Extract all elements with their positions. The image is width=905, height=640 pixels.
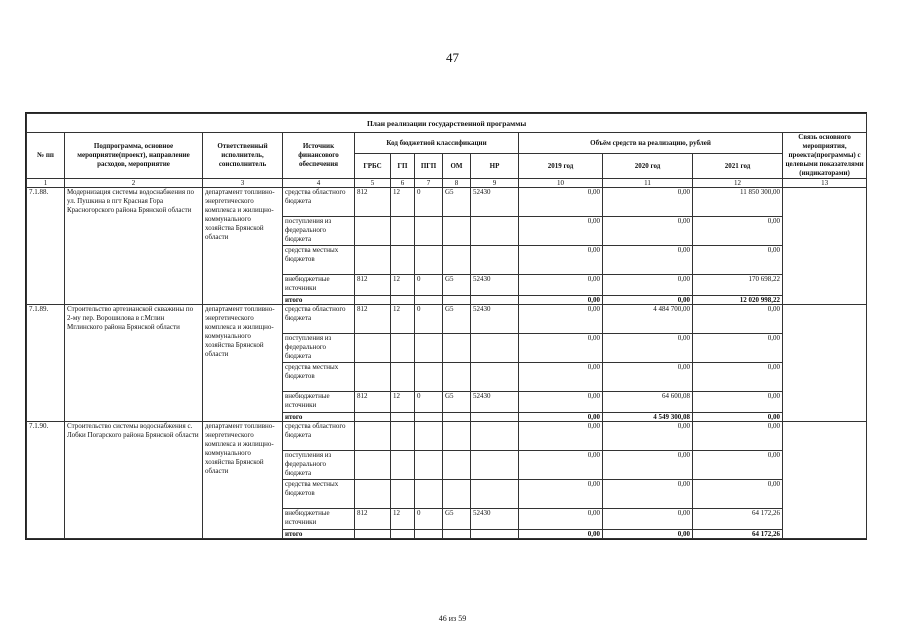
table-body <box>27 188 867 539</box>
total-label: итого <box>283 296 355 305</box>
grbs-code <box>355 480 391 509</box>
empty-cell <box>471 296 519 305</box>
program-plan-table-wrapper <box>25 112 867 540</box>
gp-code <box>391 363 415 392</box>
pgp-code: 0 <box>415 305 443 334</box>
table-row <box>27 422 867 451</box>
gp-code <box>391 422 415 451</box>
total-2019: 0,00 <box>519 413 603 422</box>
grbs-code: 812 <box>355 275 391 296</box>
amount-2021: 0,00 <box>693 451 783 480</box>
funding-source: средства областного бюджета <box>283 305 355 334</box>
om-code: G5 <box>443 509 471 530</box>
amount-2020: 0,00 <box>603 422 693 451</box>
total-2019: 0,00 <box>519 296 603 305</box>
pgp-code <box>415 363 443 392</box>
pgp-code <box>415 246 443 275</box>
column-index-row <box>27 179 867 188</box>
grbs-code: 812 <box>355 305 391 334</box>
header-gp: ГП <box>391 154 415 179</box>
total-2020: 4 549 300,08 <box>603 413 693 422</box>
table-row <box>27 305 867 334</box>
nr-code <box>471 451 519 480</box>
nr-code <box>471 217 519 246</box>
header-link: Связь основного мероприятия, проекта(программы) с целевыми показателями (индикаторами) <box>783 133 867 179</box>
amount-2019: 0,00 <box>519 305 603 334</box>
col-index: 4 <box>283 179 355 188</box>
om-code: G5 <box>443 275 471 296</box>
gp-code: 12 <box>391 305 415 334</box>
total-2019: 0,00 <box>519 530 603 539</box>
funding-source: средства местных бюджетов <box>283 363 355 392</box>
col-index: 11 <box>603 179 693 188</box>
funding-source: поступления из федерального бюджета <box>283 334 355 363</box>
grbs-code <box>355 334 391 363</box>
amount-2019: 0,00 <box>519 217 603 246</box>
empty-cell <box>443 296 471 305</box>
header-responsible: Ответственный исполнитель, соисполнитель <box>203 133 283 179</box>
total-2021: 12 020 998,22 <box>693 296 783 305</box>
amount-2020: 0,00 <box>603 451 693 480</box>
amount-2019: 0,00 <box>519 188 603 217</box>
pgp-code: 0 <box>415 275 443 296</box>
total-2021: 64 172,26 <box>693 530 783 539</box>
amount-2020: 0,00 <box>603 334 693 363</box>
pgp-code <box>415 451 443 480</box>
grbs-code: 812 <box>355 392 391 413</box>
amount-2021: 0,00 <box>693 305 783 334</box>
col-index: 1 <box>27 179 65 188</box>
page-footer: 46 из 59 <box>438 614 467 623</box>
header-nr: НР <box>471 154 519 179</box>
amount-2021: 0,00 <box>693 422 783 451</box>
empty-cell <box>391 413 415 422</box>
amount-2021: 170 698,22 <box>693 275 783 296</box>
total-2021: 0,00 <box>693 413 783 422</box>
amount-2021: 0,00 <box>693 246 783 275</box>
col-index: 7 <box>415 179 443 188</box>
funding-source: внебюджетные источники <box>283 392 355 413</box>
col-index: 12 <box>693 179 783 188</box>
row-number: 7.1.88. <box>27 188 65 305</box>
empty-cell <box>355 296 391 305</box>
nr-code: 52430 <box>471 188 519 217</box>
pgp-code <box>415 422 443 451</box>
amount-2020: 0,00 <box>603 246 693 275</box>
nr-code <box>471 422 519 451</box>
empty-cell <box>443 530 471 539</box>
pgp-code <box>415 480 443 509</box>
empty-cell <box>471 413 519 422</box>
total-2020: 0,00 <box>603 296 693 305</box>
funding-source: средства местных бюджетов <box>283 480 355 509</box>
funding-source: внебюджетные источники <box>283 509 355 530</box>
nr-code <box>471 480 519 509</box>
amount-2019: 0,00 <box>519 451 603 480</box>
row-number: 7.1.89. <box>27 305 65 422</box>
amount-2019: 0,00 <box>519 334 603 363</box>
responsible-executor: департамент топливно-энергетического комплекса и жилищно-коммунального хозяйства Брянской области <box>203 305 283 422</box>
gp-code: 12 <box>391 275 415 296</box>
grbs-code <box>355 422 391 451</box>
empty-cell <box>415 530 443 539</box>
funding-source: средства местных бюджетов <box>283 246 355 275</box>
header-pgp: ПГП <box>415 154 443 179</box>
amount-2021: 0,00 <box>693 334 783 363</box>
amount-2020: 0,00 <box>603 509 693 530</box>
funding-source: средства областного бюджета <box>283 188 355 217</box>
grbs-code <box>355 246 391 275</box>
om-code <box>443 363 471 392</box>
grbs-code: 812 <box>355 509 391 530</box>
amount-2020: 4 484 700,00 <box>603 305 693 334</box>
pgp-code: 0 <box>415 509 443 530</box>
amount-2020: 0,00 <box>603 217 693 246</box>
grbs-code <box>355 451 391 480</box>
amount-2019: 0,00 <box>519 422 603 451</box>
gp-code <box>391 451 415 480</box>
responsible-executor: департамент топливно-энергетического комплекса и жилищно-коммунального хозяйства Брянской области <box>203 422 283 539</box>
empty-cell <box>415 413 443 422</box>
grbs-code: 812 <box>355 188 391 217</box>
funding-source: поступления из федерального бюджета <box>283 451 355 480</box>
nr-code: 52430 <box>471 305 519 334</box>
grbs-code <box>355 217 391 246</box>
col-index: 3 <box>203 179 283 188</box>
col-index: 13 <box>783 179 867 188</box>
row-number: 7.1.90. <box>27 422 65 539</box>
header-program: Подпрограмма, основное мероприятие(проект), направление расходов, мероприятие <box>65 133 203 179</box>
indicator-link <box>783 188 867 305</box>
funding-source: внебюджетные источники <box>283 275 355 296</box>
amount-2020: 0,00 <box>603 188 693 217</box>
amount-2020: 64 600,08 <box>603 392 693 413</box>
om-code <box>443 451 471 480</box>
col-index: 6 <box>391 179 415 188</box>
amount-2019: 0,00 <box>519 363 603 392</box>
amount-2021: 64 172,26 <box>693 509 783 530</box>
header-num: № пп <box>27 133 65 179</box>
responsible-executor: департамент топливно-энергетического комплекса и жилищно-коммунального хозяйства Брянской области <box>203 188 283 305</box>
col-index: 10 <box>519 179 603 188</box>
amount-2019: 0,00 <box>519 509 603 530</box>
empty-cell <box>471 530 519 539</box>
col-index: 9 <box>471 179 519 188</box>
om-code <box>443 334 471 363</box>
funding-source: поступления из федерального бюджета <box>283 217 355 246</box>
col-index: 5 <box>355 179 391 188</box>
total-label: итого <box>283 413 355 422</box>
gp-code <box>391 217 415 246</box>
gp-code <box>391 334 415 363</box>
om-code <box>443 217 471 246</box>
amount-2021: 0,00 <box>693 392 783 413</box>
om-code: G5 <box>443 188 471 217</box>
header-budget-code: Код бюджетной классификации <box>355 133 519 154</box>
page-number: 47 <box>446 50 459 65</box>
col-index: 8 <box>443 179 471 188</box>
col-index: 2 <box>65 179 203 188</box>
pgp-code: 0 <box>415 188 443 217</box>
pgp-code: 0 <box>415 392 443 413</box>
nr-code <box>471 246 519 275</box>
amount-2020: 0,00 <box>603 363 693 392</box>
empty-cell <box>415 296 443 305</box>
funding-source: средства областного бюджета <box>283 422 355 451</box>
om-code: G5 <box>443 305 471 334</box>
amount-2019: 0,00 <box>519 480 603 509</box>
header-2021: 2021 год <box>693 154 783 179</box>
empty-cell <box>443 413 471 422</box>
amount-2021: 11 850 300,00 <box>693 188 783 217</box>
header-source: Источник финансового обеспечения <box>283 133 355 179</box>
om-code <box>443 422 471 451</box>
amount-2020: 0,00 <box>603 275 693 296</box>
amount-2019: 0,00 <box>519 246 603 275</box>
pgp-code <box>415 334 443 363</box>
empty-cell <box>355 413 391 422</box>
grbs-code <box>355 363 391 392</box>
table-title: План реализации государственной программы <box>27 114 867 133</box>
indicator-link <box>783 422 867 539</box>
activity-name: Модернизация системы водоснабжения по ул. Пушкина в пгт Красная Гора Красногорского района Брянской области <box>65 188 203 305</box>
gp-code: 12 <box>391 188 415 217</box>
header-2020: 2020 год <box>603 154 693 179</box>
empty-cell <box>355 530 391 539</box>
header-om: ОМ <box>443 154 471 179</box>
nr-code: 52430 <box>471 509 519 530</box>
om-code <box>443 246 471 275</box>
empty-cell <box>391 530 415 539</box>
amount-2021: 0,00 <box>693 217 783 246</box>
om-code <box>443 480 471 509</box>
activity-name: Строительство системы водоснабжения с. Лобки Погарского района Брянской области <box>65 422 203 539</box>
om-code: G5 <box>443 392 471 413</box>
program-plan-table <box>26 113 867 539</box>
nr-code <box>471 363 519 392</box>
amount-2019: 0,00 <box>519 275 603 296</box>
nr-code <box>471 334 519 363</box>
amount-2020: 0,00 <box>603 480 693 509</box>
header-volume: Объём средств на реализацию, рублей <box>519 133 783 154</box>
empty-cell <box>391 296 415 305</box>
gp-code <box>391 246 415 275</box>
activity-name: Строительство артезианской скважины по 2-му пер. Ворошилова в г.Мглин Мглинского района Брянской области <box>65 305 203 422</box>
table-row <box>27 188 867 217</box>
gp-code: 12 <box>391 392 415 413</box>
amount-2021: 0,00 <box>693 363 783 392</box>
gp-code <box>391 480 415 509</box>
header-grbs: ГРБС <box>355 154 391 179</box>
amount-2021: 0,00 <box>693 480 783 509</box>
nr-code: 52430 <box>471 275 519 296</box>
total-2020: 0,00 <box>603 530 693 539</box>
amount-2019: 0,00 <box>519 392 603 413</box>
header-2019: 2019 год <box>519 154 603 179</box>
pgp-code <box>415 217 443 246</box>
nr-code: 52430 <box>471 392 519 413</box>
total-label: итого <box>283 530 355 539</box>
indicator-link <box>783 305 867 422</box>
gp-code: 12 <box>391 509 415 530</box>
